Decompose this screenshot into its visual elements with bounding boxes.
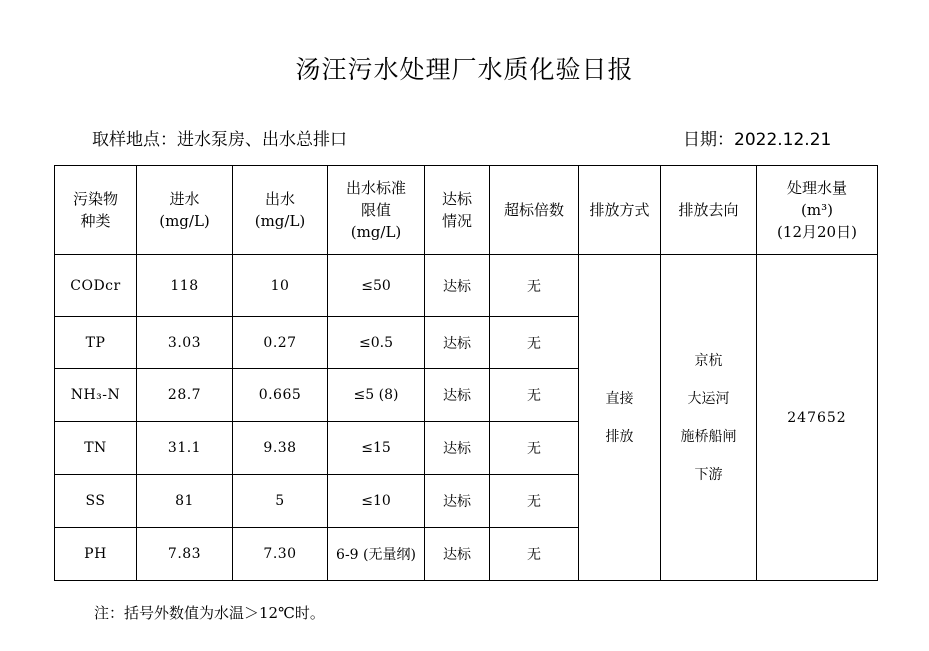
exceed-value: 无 [490, 475, 579, 528]
status-value: 达标 [425, 528, 490, 581]
pollutant-name: PH [55, 528, 137, 581]
water-quality-table [54, 165, 878, 581]
inflow-value: 31.1 [137, 422, 233, 475]
exceed-value: 无 [490, 369, 579, 422]
pollutant-name: TN [55, 422, 137, 475]
exceed-value: 无 [490, 317, 579, 369]
discharge-method-cell: 直接 排放 [579, 255, 661, 581]
header-exceed: 超标倍数 [490, 166, 579, 255]
header-pollutant: 污染物 种类 [55, 166, 137, 255]
table-header-row [55, 166, 878, 255]
limit-value: ≤15 [328, 422, 425, 475]
inflow-value: 81 [137, 475, 233, 528]
header-inflow: 进水 (mg/L) [137, 166, 233, 255]
limit-value: ≤5 (8) [328, 369, 425, 422]
header-outflow: 出水 (mg/L) [233, 166, 328, 255]
header-volume: 处理水量 (m³) (12月20日) [757, 166, 878, 255]
outflow-value: 0.665 [233, 369, 328, 422]
header-status: 达标 情况 [425, 166, 490, 255]
status-value: 达标 [425, 255, 490, 317]
pollutant-name: TP [55, 317, 137, 369]
inflow-value: 7.83 [137, 528, 233, 581]
status-value: 达标 [425, 422, 490, 475]
limit-value: 6-9 (无量纲) [328, 528, 425, 581]
pollutant-name: SS [55, 475, 137, 528]
outflow-value: 7.30 [233, 528, 328, 581]
inflow-value: 118 [137, 255, 233, 317]
pollutant-name: CODcr [55, 255, 137, 317]
pollutant-name: NH₃-N [55, 369, 137, 422]
header-discharge-dest: 排放去向 [661, 166, 757, 255]
treated-volume-value: 247652 [757, 255, 878, 581]
outflow-value: 10 [233, 255, 328, 317]
outflow-value: 0.27 [233, 317, 328, 369]
exceed-value: 无 [490, 422, 579, 475]
sampling-location: 取样地点：进水泵房、出水总排口 [92, 130, 347, 150]
header-limit: 出水标准 限值 (mg/L) [328, 166, 425, 255]
limit-value: ≤50 [328, 255, 425, 317]
status-value: 达标 [425, 369, 490, 422]
inflow-value: 3.03 [137, 317, 233, 369]
exceed-value: 无 [490, 528, 579, 581]
inflow-value: 28.7 [137, 369, 233, 422]
footnote: 注：括号外数值为水温＞12℃时。 [94, 604, 325, 622]
table-row [55, 255, 878, 317]
status-value: 达标 [425, 475, 490, 528]
header-discharge-method: 排放方式 [579, 166, 661, 255]
exceed-value: 无 [490, 255, 579, 317]
status-value: 达标 [425, 317, 490, 369]
outflow-value: 5 [233, 475, 328, 528]
limit-value: ≤0.5 [328, 317, 425, 369]
outflow-value: 9.38 [233, 422, 328, 475]
report-date: 日期：2022.12.21 [683, 130, 832, 150]
report-title: 汤汪污水处理厂水质化验日报 [295, 55, 634, 84]
limit-value: ≤10 [328, 475, 425, 528]
discharge-dest-cell: 京杭 大运河 施桥船闸 下游 [661, 255, 757, 581]
